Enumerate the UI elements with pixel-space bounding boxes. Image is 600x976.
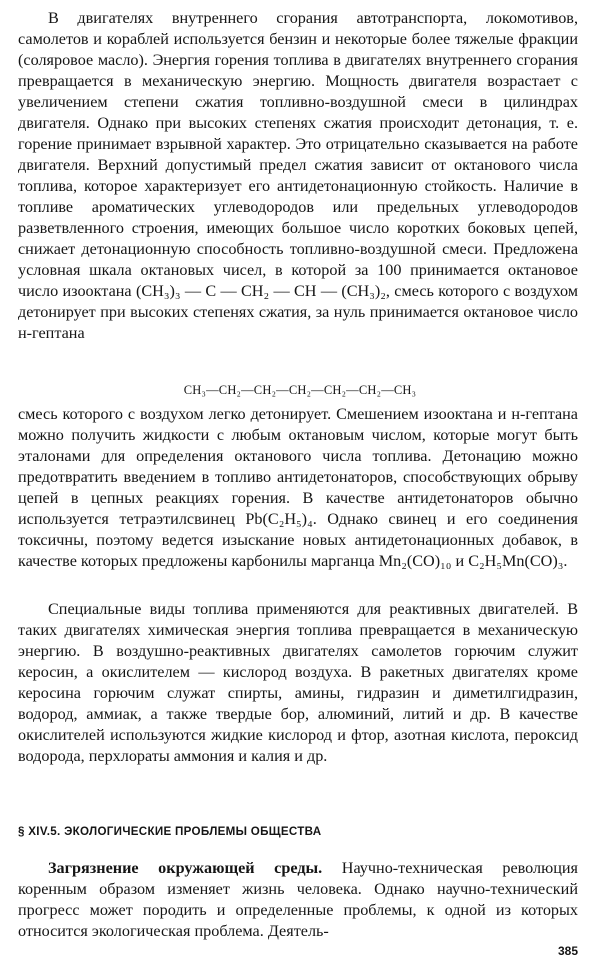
conjunction: и <box>455 552 465 570</box>
carbonyl-formula-2: C₂H₅Mn(CO)₃ <box>468 552 564 570</box>
paragraph-antiknock-end: . <box>563 552 568 570</box>
paragraph-environment <box>18 858 578 942</box>
paragraph-antiknock-start: смесь которого с воздухом легко детонирует. Смешением изооктана и н-гептана можно получить жидкости с любым октановым числом, которые могут быть эталонами для определения октанового числа топлива. Детонацию можно предотвратить введением в топливо антидетонаторов, способствующих обрыву цепей в цепных реакциях горения. В качестве антидетонаторов обычно используется тетраэтилсвинец <box>18 405 578 528</box>
paragraph-jet-fuel: Специальные виды топлива применяются для реактивных двигателей. В таких двигателях химическая энергия топлива превращается в механическую энергию. В воздушно-реактивных двигателях самолетов горючим служит керосин, а окислителем — кислород воздуха. В ракетных двигателях кроме керосина горючим служат спирты, амины, гидразин и диметилгидразин, водород, аммиак, а также твердые бор, алюминий, литий и др. В качестве окислителей используются жидкие кислород и фтор, азотная кислота, пероксид водорода, перхлораты аммония и калия и др. <box>18 600 578 765</box>
paragraph-antiknock-mid: . Однако свинец и его соединения токсичны, поэтому ведется изыскание новых антидетонационных добавок, в качестве которых предложены карбонилы марганца <box>18 510 579 570</box>
carbonyl-formula-1: Mn₂(CO)₁₀ <box>378 552 452 570</box>
section-heading: § XIV.5. ЭКОЛОГИЧЕСКИЕ ПРОБЛЕМЫ ОБЩЕСТВА <box>18 825 322 838</box>
tetraethyllead-formula: Pb(C₂H₅)₄ <box>245 510 313 528</box>
heptane-formula: CH₃—CH₂—CH₂—CH₂—CH₂—CH₂—CH₃ <box>183 383 417 397</box>
isooctane-formula: (CH₃)₃ — C — CH₂ — CH — (CH₃)₂, <box>135 282 390 300</box>
paragraph-environment-text: Научно-техническая революция коренным образом изменяет жизнь человека. Однако научно-технический прогресс может породить и определенные проблемы, к одной из которых относится экологическая проблема. Деятель- <box>18 859 578 940</box>
page-number: 385 <box>557 944 578 958</box>
paragraph-antiknock <box>18 404 578 572</box>
paragraph-octane <box>18 8 578 344</box>
paragraph-octane-text: В двигателях внутреннего сгорания автотранспорта, локомотивов, самолетов и кораблей используется бензин и некоторые более тяжелые фракции (соляровое масло). Энергия горения топлива в двигателях внутреннего сгорания превращается в механическую энергию. Мощность двигателя возрастает с увеличением степени сжатия топливно-воздушной смеси в цилиндрах двигателя. Однако при высоких степенях сжатия происходит детонация, т. е. горение принимает взрывной характер. Это отрицательно сказывается на работе двигателя. Верхний допустимый предел сжатия зависит от октанового числа топлива, которое характеризует его антидетонационную стойкость. Наличие в топливе ароматических углеводородов или предельных углеводородов разветвленного строения, имеющих большое число коротких боковых цепей, снижает детонационную способность топливно-воздушной смеси. Предложена условная шкала октановых чисел, в которой за 100 принимается октановое число изооктана <box>18 9 578 300</box>
paragraph-environment-lead: Загрязнение окружающей среды. <box>48 859 323 877</box>
paragraph-octane-end: смесь которого с воздухом детонирует при высоких степенях сжатия, за нуль принимается октановое число н-гептана <box>18 282 579 342</box>
